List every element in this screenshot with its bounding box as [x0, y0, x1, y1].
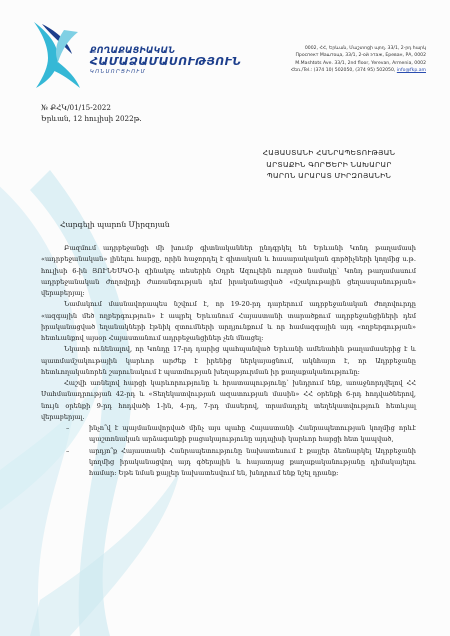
body-paragraph: Նամակում մասնավորապես նշվում է, որ 19-20-րդ դարերում ադրբեջանական ժողովուրդը «ազգային մեծ ողբերգություն» է ապրել Երևանում Հայաստանի տարածքում ադրբեջանցիների դեմ իրականացված եղանակների էթնիկ զտումների արդյունքում և որ համազգային այդ «ողբերգության» հետևանքով այսօր Հայաստանում ադրբեջանցիներ չեն մնացել: [41, 300, 416, 342]
dash-bullet-icon: – [66, 424, 70, 432]
request-text: արդյո՞ք Հայաստանի Հանրապետությունը նախատեսում է քայլեր ձեռնարկել Ադրբեջանի կողմից իրականացվող այդ գծերային և հայատյաց քաղաքականությանը դիմակայելու համար: Եթե նման քայլեր նախատեսվում են, խնդրում ենք նշել դրանք: [89, 446, 416, 477]
request-list-item [41, 423, 416, 446]
body-paragraph: Բազմում ադրբեջանցի մի խումբ գիտնականներ ընդգրկել են Երևանի Կոնդ թաղամասի «ադրբեջանական» լինելու հարցը, որին հաջորդել է գիտական և հասարակական գործիչների կողմից ս.թ. հուլիսի 6-ին ՅՈՒՆԵՍԿՕ-ի զինակոչ տեսերին Օդրե Ազուլեին ուղղած նամակը՝ Կոնդ թաղամասում ադրբեջանական ժողովրդի ժառանգության դեմ իրականացված «մշակութային ցեղասպանության» վերաբերյալ: [41, 244, 416, 297]
letter-body [41, 243, 416, 479]
letter-date: Երևան, 12 հուլիսի 2022թ. [41, 114, 142, 123]
dash-bullet-icon: – [66, 446, 70, 455]
letter-number: № ՔՀԿ/01/15-2022 [41, 103, 111, 112]
contact-phone: Հեռ./Tel.: (374 10) 502050, (374 95) 502050, [290, 67, 396, 73]
addressee-block [234, 147, 424, 182]
addressee-line: ԱՐՏԱՔԻՆ ԳՈՐԾԵՐԻ ՆԱԽԱՐԱՐ [266, 159, 392, 169]
letterhead-contacts [231, 45, 426, 74]
contact-address-en: M.Mashtots Ave. 33/1, 2nd floor, Yerevan, Armenia, 0002 [295, 60, 426, 66]
addressee-line: ՀԱՅԱՍՏԱՆԻ ՀԱՆՐԱՊԵՏՈՒԹՅԱՆ [262, 148, 396, 157]
org-name-line-1: ՔՈՂԱՔԱՑԻԱԿԱՆ [90, 45, 176, 55]
contact-email-link[interactable]: info@fkp.am [396, 67, 426, 73]
contact-address-ru: Проспект Маштоца, 33/1, 2-ой этаж, Ереван, РА, 0002 [295, 53, 426, 59]
letterhead-logo [28, 20, 242, 90]
body-paragraph: Հաշվի առնելով հարցի կարևորությունը և հրատապությունը՝ խնդրում ենք, առաջնորդվելով ՀՀ Սահմանադրության 42-րդ և «Տեղեկատվության ազատության մասին» ՀՀ օրենքի 6-րդ հոդվածներով, նույն օրենքի 9-րդ հոդվածի 1-ին, 4-րդ, 7-րդ մասերով, տրամադրել տեղեկատվություն հետևյալ վերաբերյալ. [41, 379, 416, 421]
org-name-line-2: ՀԱՄԱՁԱՄԱՍՈՒԹՅՈՒՆ [90, 55, 242, 69]
addressee-line: ՊԱՐՈՆ ԱՐԱՐԱՏ ՄԻՐԶՈՅԱՆԻՆ [266, 171, 392, 180]
contact-phone-email [231, 67, 426, 74]
request-list-item [41, 446, 416, 480]
letter-reference [41, 102, 142, 124]
request-list [41, 423, 416, 479]
salutation: Հարգելի պարոն Միրզոյան [60, 220, 170, 229]
logo-mark-icon [28, 20, 92, 90]
body-paragraph: Նկատի ունենալով, որ Կոնդը 17-րդ դարից պահպանված Երևանի ամենահին թաղամասերից է և պատմամշակութային կարևոր արժեք է իրենից ներկայացնում, ակնհայտ է, որ Ադրբեջանը հետևողականորեն շարունակում է պատմության խեղաթյուրման իր քաղաքականությունը: [41, 345, 416, 376]
contact-address-hy: 0002, ՀՀ, Երևան, Մաշտոցի պող. 33/1, 2-րդ հարկ [304, 46, 426, 51]
request-text: ինչո՞վ է պայմանավորված մինչ այս պահը Հայաստանի Հանրապետության կողմից որևէ պաշտոնական արձագանքի բացակայությունը այդպիսի կարևոր հարցի հետ կապված, [89, 424, 416, 444]
org-name-line-3: ԿՈՆՍՈՐՑԻՈՒՄ [90, 69, 147, 76]
